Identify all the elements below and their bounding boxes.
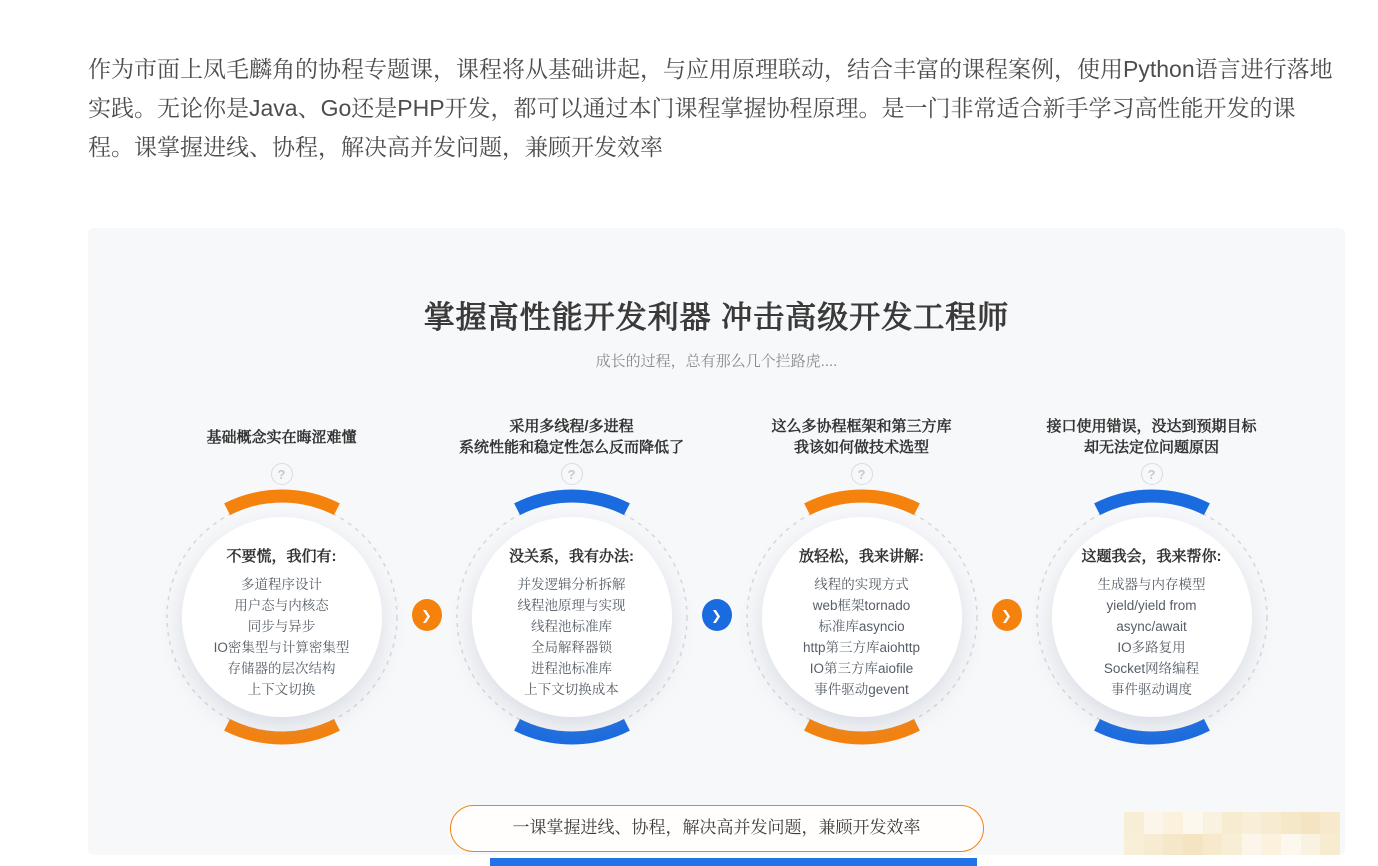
solution-item: 进程池标准库: [531, 660, 612, 676]
problem-heading-line: 却无法定位问题原因: [1083, 439, 1219, 456]
solution-item: http第三方库aiohttp: [802, 639, 921, 655]
solution-item: 同步与异步: [247, 618, 316, 634]
solution-item: 标准库asyncio: [818, 618, 905, 634]
problem-heading: [1046, 415, 1256, 459]
question-mark-icon: ?: [561, 463, 583, 485]
mosaic-cell: [1261, 812, 1281, 834]
chevron-right-icon: ❯: [1001, 607, 1012, 623]
solution-title: 这题我会，我来帮你:: [1081, 547, 1222, 565]
solution-circle: [442, 487, 702, 777]
solution-circle: [1022, 487, 1282, 777]
mosaic-cell: [1281, 812, 1301, 834]
pain-point-column: [732, 415, 992, 777]
mosaic-cell: [1144, 812, 1164, 834]
solution-items: [214, 574, 350, 700]
question-mark-icon: ?: [271, 463, 293, 485]
next-step-arrow-icon: [702, 599, 732, 631]
mosaic-cell: [1124, 834, 1144, 856]
mosaic-cell: [1203, 834, 1223, 856]
censored-watermark-mosaic: [1124, 812, 1340, 855]
problem-heading-line: 接口使用错误，没达到预期目标: [1046, 418, 1257, 435]
solution-item: 线程的实现方式: [814, 576, 909, 592]
arrow-gap: [702, 415, 732, 631]
mosaic-cell: [1183, 834, 1203, 856]
mosaic-cell: [1222, 834, 1242, 856]
chevron-right-icon: ❯: [711, 607, 722, 623]
next-step-arrow-icon: [992, 599, 1022, 631]
mosaic-cell: [1144, 834, 1164, 856]
mosaic-cell: [1124, 812, 1144, 834]
solution-item: 生成器与内存模型: [1097, 576, 1206, 592]
solution-item: IO密集型与计算密集型: [213, 639, 350, 655]
solution-items: [518, 574, 626, 700]
course-slogan-pill: 一课掌握进线、协程，解决高并发问题，兼顾开发效率: [450, 805, 984, 852]
solution-content: [762, 517, 962, 717]
columns-row: [88, 415, 1345, 777]
problem-heading: [206, 415, 356, 459]
mosaic-cell: [1301, 834, 1321, 856]
arrow-gap: [992, 415, 1022, 631]
pain-points-banner: [88, 228, 1345, 855]
solution-item: IO多路复用: [1117, 639, 1186, 655]
solution-title: 不要慌，我们有:: [226, 547, 337, 565]
solution-items: [803, 574, 920, 700]
pain-point-column: [1022, 415, 1282, 777]
course-intro-paragraph: 作为市面上凤毛麟角的协程专题课，课程将从基础讲起，与应用原理联动，结合丰富的课程案例，使用Python语言进行落地实践。无论你是Java、Go还是PHP开发，都可以通过本门课程掌握协程原理。是一门非常适合新手学习高性能开发的课程。课掌握进线、协程，解决高并发问题，兼顾开发效率: [88, 56, 1333, 160]
solution-item: web框架tornado: [812, 597, 911, 613]
pain-point-column: [152, 415, 412, 777]
solution-circle: [152, 487, 412, 777]
solution-title: 没关系，我有办法:: [509, 547, 634, 565]
solution-item: Socket网络编程: [1103, 660, 1200, 676]
mosaic-cell: [1183, 812, 1203, 834]
solution-item: 用户态与内核态: [234, 597, 329, 613]
problem-heading: [459, 415, 684, 459]
solution-item: 事件驱动调度: [1111, 681, 1192, 697]
problem-heading-line: 系统性能和稳定性怎么反而降低了: [458, 439, 684, 456]
solution-item: 并发逻辑分析拆解: [517, 576, 626, 592]
chevron-right-icon: ❯: [421, 607, 432, 623]
solution-item: 上下文切换成本: [524, 681, 619, 697]
solution-item: 线程池标准库: [531, 618, 612, 634]
mosaic-cell: [1261, 834, 1281, 856]
problem-heading-line: 采用多线程/多进程: [509, 418, 634, 435]
pain-point-column: [442, 415, 702, 777]
solution-content: [472, 517, 672, 717]
solution-item: yield/yield from: [1106, 597, 1197, 613]
solution-title: 放轻松，我来讲解:: [799, 547, 924, 565]
problem-heading-line: 基础概念实在晦涩难懂: [206, 428, 357, 446]
solution-content: [182, 517, 382, 717]
solution-item: 多道程序设计: [240, 576, 322, 592]
mosaic-cell: [1163, 834, 1183, 856]
solution-content: [1052, 517, 1252, 717]
mosaic-cell: [1320, 812, 1340, 834]
next-section-peek-bar: [490, 858, 977, 866]
mosaic-cell: [1163, 812, 1183, 834]
problem-heading-line: 这么多协程框架和第三方库: [771, 418, 952, 435]
banner-title: 掌握高性能开发利器 冲击高级开发工程师: [423, 300, 1010, 335]
banner-subtitle: 成长的过程，总有那么几个拦路虎....: [595, 353, 838, 370]
mosaic-cell: [1203, 812, 1223, 834]
question-mark-icon: ?: [851, 463, 873, 485]
mosaic-cell: [1222, 812, 1242, 834]
mosaic-cell: [1242, 812, 1262, 834]
problem-heading-line: 我该如何做技术选型: [793, 439, 929, 456]
solution-item: IO第三方库aiofile: [809, 660, 914, 676]
solution-item: 上下文切换: [247, 681, 316, 697]
mosaic-cell: [1320, 834, 1340, 856]
mosaic-cell: [1281, 834, 1301, 856]
problem-heading: [771, 415, 951, 459]
next-step-arrow-icon: [412, 599, 442, 631]
question-mark-icon: ?: [1141, 463, 1163, 485]
solution-item: 线程池原理与实现: [517, 597, 626, 613]
solution-item: async/await: [1116, 618, 1187, 634]
solution-items: [1098, 574, 1206, 700]
arrow-gap: [412, 415, 442, 631]
solution-circle: [732, 487, 992, 777]
solution-item: 全局解释器锁: [531, 639, 612, 655]
mosaic-cell: [1301, 812, 1321, 834]
solution-item: 事件驱动gevent: [814, 681, 909, 697]
mosaic-cell: [1242, 834, 1262, 856]
solution-item: 存储器的层次结构: [227, 660, 336, 676]
